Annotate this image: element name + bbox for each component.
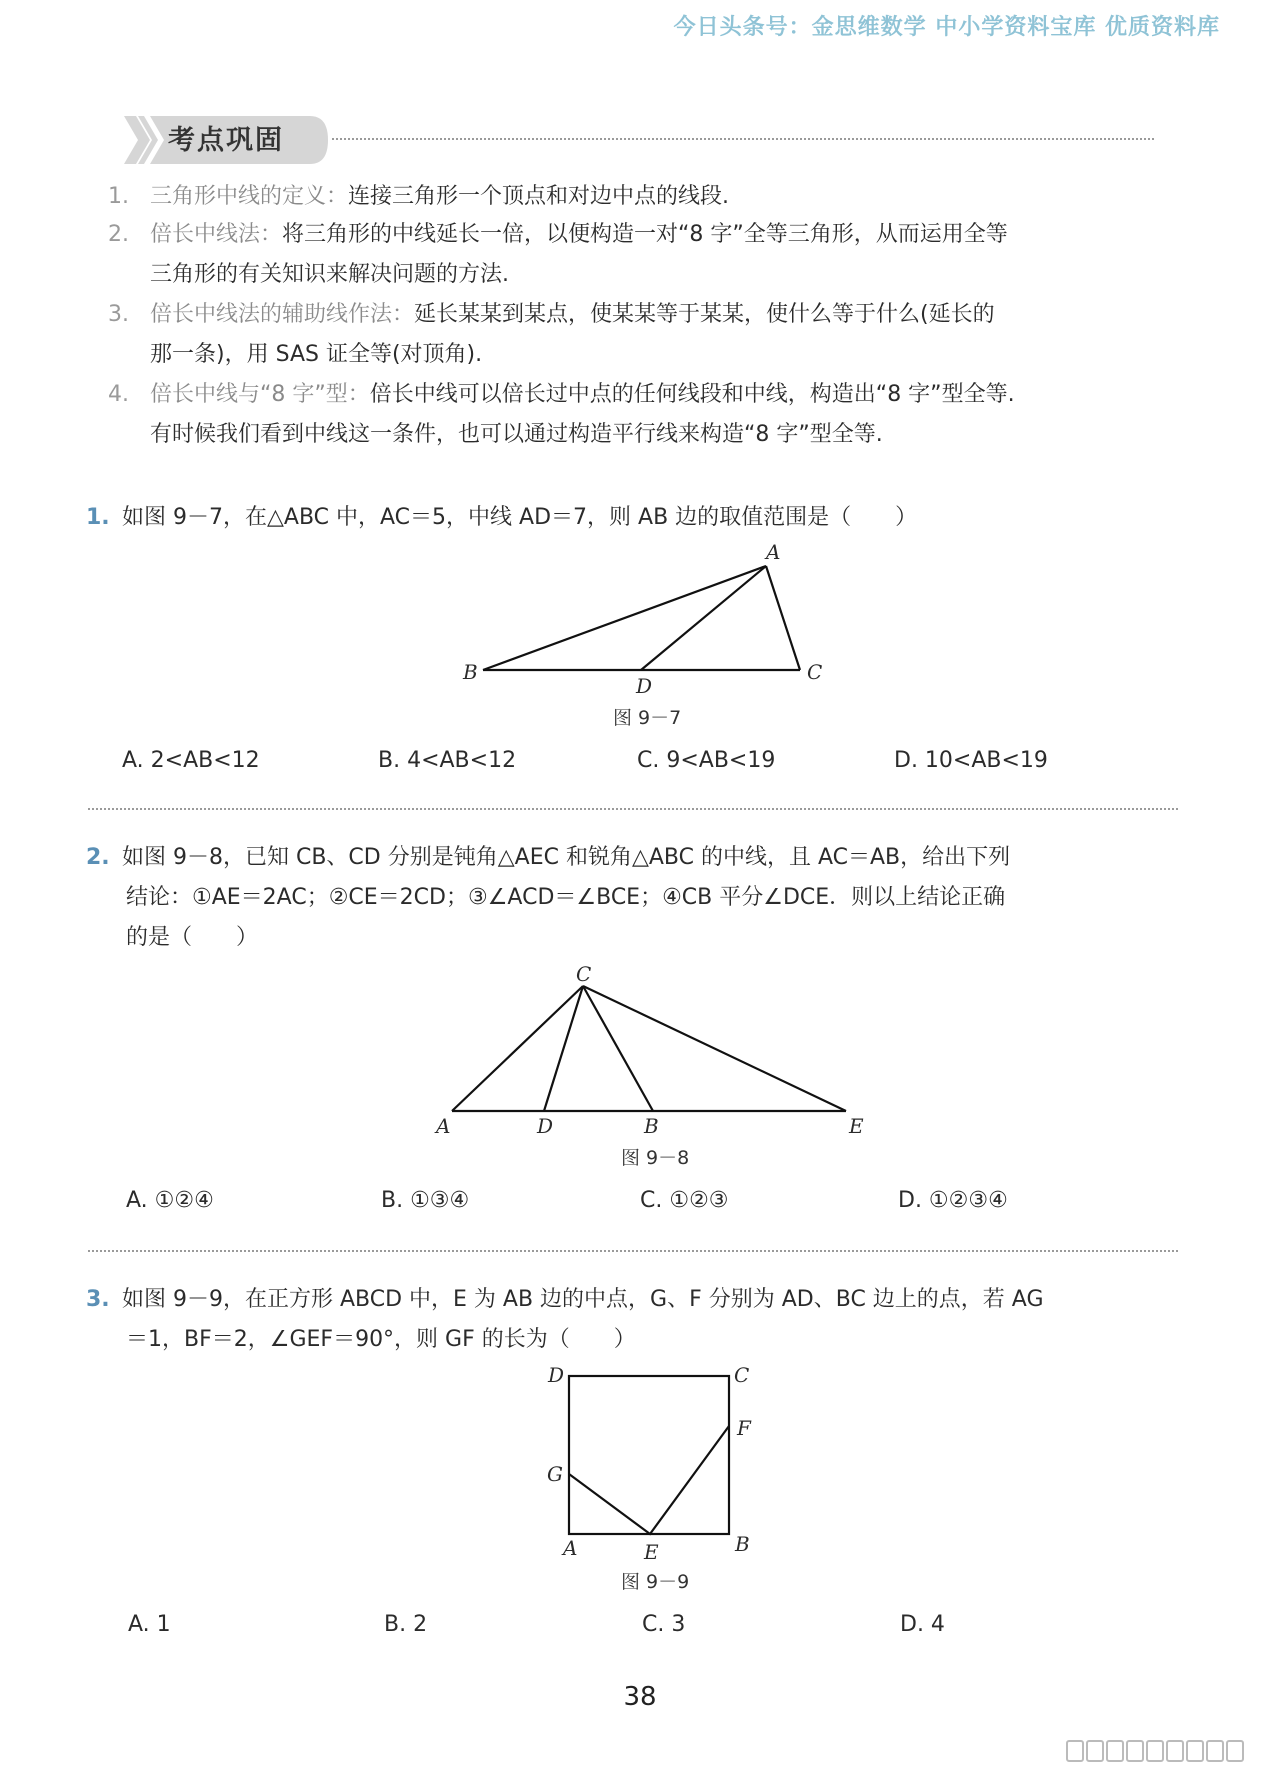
page-number: 38 <box>623 1682 657 1712</box>
page-header: 今日头条号：金思维数学 中小学资料宝库 优质资料库 <box>673 15 1220 40</box>
page-edge-mark <box>1126 1740 1144 1762</box>
q1-option-b[interactable]: B. 4<AB<12 <box>378 748 517 773</box>
question-divider <box>88 1250 1178 1252</box>
key-point-2-cont: 三角形的有关知识来解决问题的方法. <box>150 262 509 287</box>
key-point-3-cont: 那一条)，用 SAS 证全等(对顶角). <box>150 342 483 367</box>
fig3-label-a: A <box>563 1536 578 1560</box>
fig3-label-b: B <box>735 1532 750 1556</box>
q2-option-b[interactable]: B. ①③④ <box>381 1188 470 1213</box>
q3-option-c[interactable]: C. 3 <box>642 1612 686 1637</box>
question-2-stem-line-3: 的是（ ） <box>126 925 259 950</box>
fig2-label-c: C <box>576 962 592 986</box>
fig2-label-e: E <box>849 1114 864 1138</box>
fig3-label-e: E <box>644 1540 659 1564</box>
key-point-3: 3. 倍长中线法的辅助线作法：延长某某到某点，使某某等于某某，使什么等于什么(延长的 <box>108 302 995 327</box>
page-edge-mark <box>1066 1740 1084 1762</box>
q3-option-a[interactable]: A. 1 <box>128 1612 171 1637</box>
section-title: 考点巩固 <box>168 125 284 156</box>
question-2-stem-line-1: 2. 如图 9－8，已知 CB、CD 分别是钝角△AEC 和锐角△ABC 的中线，且 AC＝AB，给出下列 <box>86 845 1011 870</box>
fig1-label-b: B <box>463 660 478 684</box>
page-edge-mark <box>1086 1740 1104 1762</box>
page-edge-mark <box>1166 1740 1184 1762</box>
fig1-label-a: A <box>766 540 781 564</box>
question-3-stem-line-2: ＝1，BF＝2，∠GEF＝90°，则 GF 的长为（ ） <box>126 1327 636 1352</box>
question-2-stem-line-2: 结论：①AE＝2AC；②CE＝2CD；③∠ACD＝∠BCE；④CB 平分∠DCE．则以上结论正确 <box>126 885 1006 910</box>
q3-option-d[interactable]: D. 4 <box>900 1612 945 1637</box>
page-edge-mark <box>1146 1740 1164 1762</box>
q2-option-a[interactable]: A. ①②④ <box>126 1188 214 1213</box>
fig1-label-c: C <box>807 660 823 684</box>
q2-option-d[interactable]: D. ①②③④ <box>898 1188 1008 1213</box>
page-edge-mark <box>1226 1740 1244 1762</box>
fig3-label-d: D <box>548 1363 565 1387</box>
q2-option-c[interactable]: C. ①②③ <box>640 1188 729 1213</box>
q1-option-a[interactable]: A. 2<AB<12 <box>122 748 260 773</box>
fig1-label-d: D <box>636 674 653 698</box>
key-point-1: 1. 三角形中线的定义：连接三角形一个顶点和对边中点的线段. <box>108 184 730 209</box>
fig2-label-a: A <box>436 1114 451 1138</box>
page-edge-mark <box>1206 1740 1224 1762</box>
q1-option-d[interactable]: D. 10<AB<19 <box>894 748 1048 773</box>
page-edge-mark <box>1186 1740 1204 1762</box>
question-1-stem: 1. 如图 9－7，在△ABC 中，AC＝5，中线 AD＝7，则 AB 边的取值范围是（ ） <box>86 505 918 530</box>
fig2-label-b: B <box>644 1114 659 1138</box>
key-point-4-cont: 有时候我们看到中线这一条件，也可以通过构造平行线来构造“8 字”型全等. <box>150 422 883 447</box>
question-divider <box>88 808 1178 810</box>
key-point-2: 2. 倍长中线法：将三角形的中线延长一倍，以便构造一对“8 字”全等三角形，从而运用全等 <box>108 222 1008 247</box>
figure-caption-9-8: 图 9－8 <box>621 1147 690 1169</box>
section-divider <box>332 138 1154 140</box>
page-edge-mark <box>1106 1740 1124 1762</box>
fig3-label-c: C <box>734 1363 750 1387</box>
q1-option-c[interactable]: C. 9<AB<19 <box>637 748 776 773</box>
fig3-label-f: F <box>737 1416 751 1440</box>
question-3-stem-line-1: 3. 如图 9－9，在正方形 ABCD 中，E 为 AB 边的中点，G、F 分别为 AD、BC 边上的点，若 AG <box>86 1287 1044 1312</box>
key-point-4: 4. 倍长中线与“8 字”型：倍长中线可以倍长过中点的任何线段和中线，构造出“8 字”型全等. <box>108 382 1015 407</box>
figure-caption-9-9: 图 9－9 <box>621 1571 690 1593</box>
fig3-label-g: G <box>547 1462 563 1486</box>
figure-caption-9-7: 图 9－7 <box>613 707 682 729</box>
fig2-label-d: D <box>537 1114 554 1138</box>
q3-option-b[interactable]: B. 2 <box>384 1612 428 1637</box>
